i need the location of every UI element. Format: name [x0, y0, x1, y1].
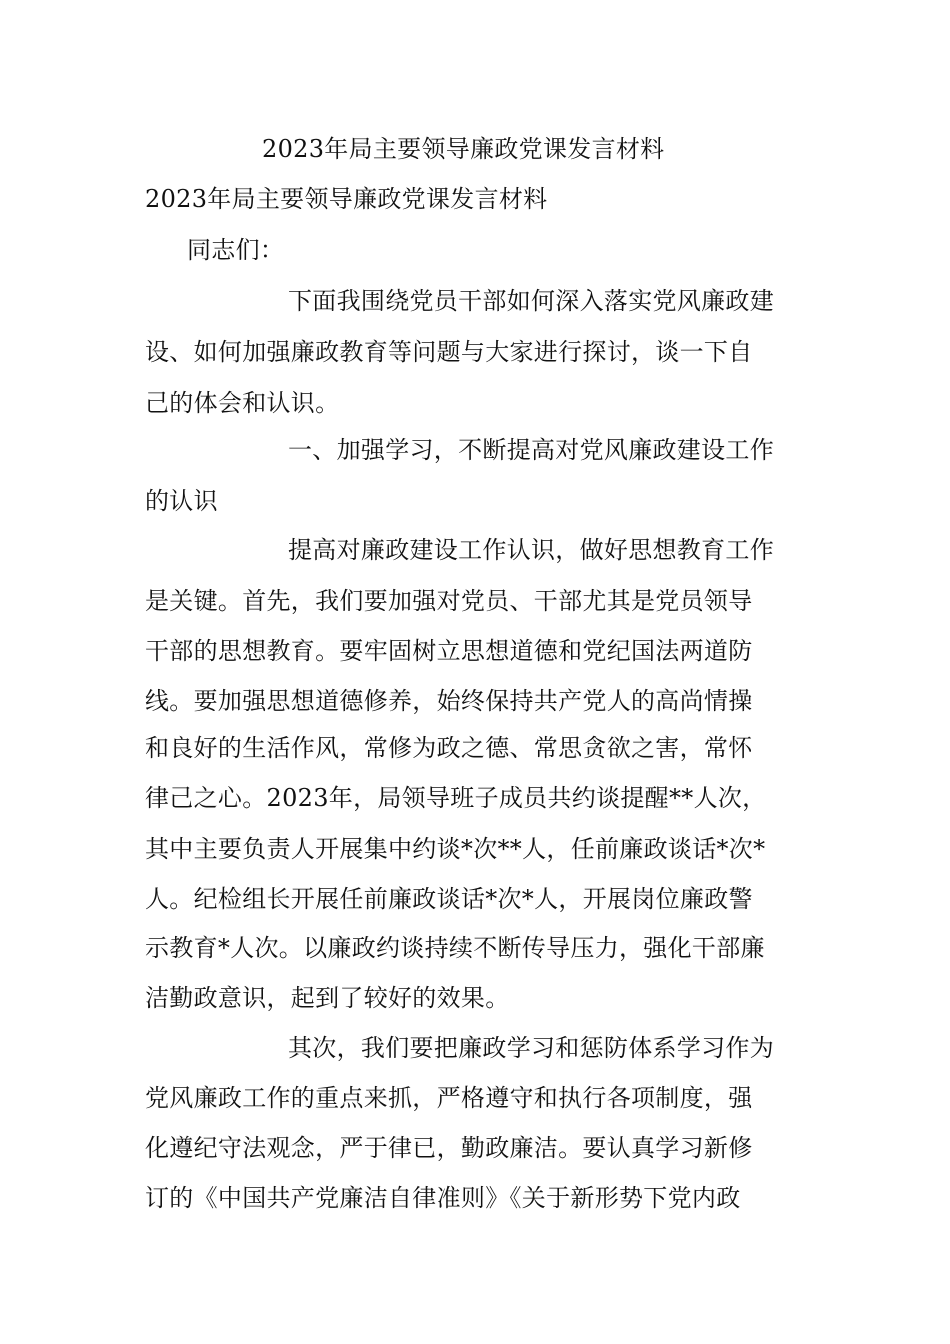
- paragraph-line: 化遵纪守法观念，严于律已，勤政廉洁。要认真学习新修: [145, 1134, 753, 1162]
- paragraph-line: 线。要加强思想道德修养，始终保持共产党人的高尚情操: [145, 687, 753, 715]
- paragraph-line: 其次，我们要把廉政学习和惩防体系学习作为: [288, 1034, 774, 1062]
- paragraph-line: 示教育*人次。以廉政约谈持续不断传导压力，强化干部廉: [145, 934, 765, 962]
- section-heading-line: 的认识: [145, 487, 218, 515]
- paragraph-line: 和良好的生活作风，常修为政之德、常思贪欲之害，常怀: [145, 734, 753, 762]
- salutation: 同志们：: [187, 236, 285, 264]
- paragraph-line: 订的《中国共产党廉洁自律准则》《关于新形势下党内政: [145, 1184, 741, 1212]
- paragraph-line: 设、如何加强廉政教育等问题与大家进行探讨，谈一下自: [145, 338, 753, 366]
- document-title: 2023年局主要领导廉政党课发言材料: [262, 135, 665, 163]
- paragraph-line: 干部的思想教育。要牢固树立思想道德和党纪国法两道防: [145, 637, 753, 665]
- paragraph-line: 下面我围绕党员干部如何深入落实党风廉政建: [288, 287, 774, 315]
- paragraph-line: 律己之心。2023年，局领导班子成员共约谈提醒**人次，: [145, 784, 767, 812]
- section-heading-line: 一、加强学习，不断提高对党风廉政建设工作: [288, 436, 774, 464]
- paragraph-line: 人。纪检组长开展任前廉政谈话*次*人，开展岗位廉政警: [145, 885, 753, 913]
- paragraph-line: 洁勤政意识，起到了较好的效果。: [145, 984, 510, 1012]
- document-subtitle: 2023年局主要领导廉政党课发言材料: [145, 185, 548, 213]
- paragraph-line: 提高对廉政建设工作认识，做好思想教育工作: [288, 536, 774, 564]
- paragraph-line: 其中主要负责人开展集中约谈*次**人，任前廉政谈话*次*: [145, 835, 766, 863]
- paragraph-line: 是关键。首先，我们要加强对党员、干部尤其是党员领导: [145, 587, 753, 615]
- paragraph-line: 己的体会和认识。: [145, 389, 340, 417]
- paragraph-line: 党风廉政工作的重点来抓，严格遵守和执行各项制度，强: [145, 1084, 753, 1112]
